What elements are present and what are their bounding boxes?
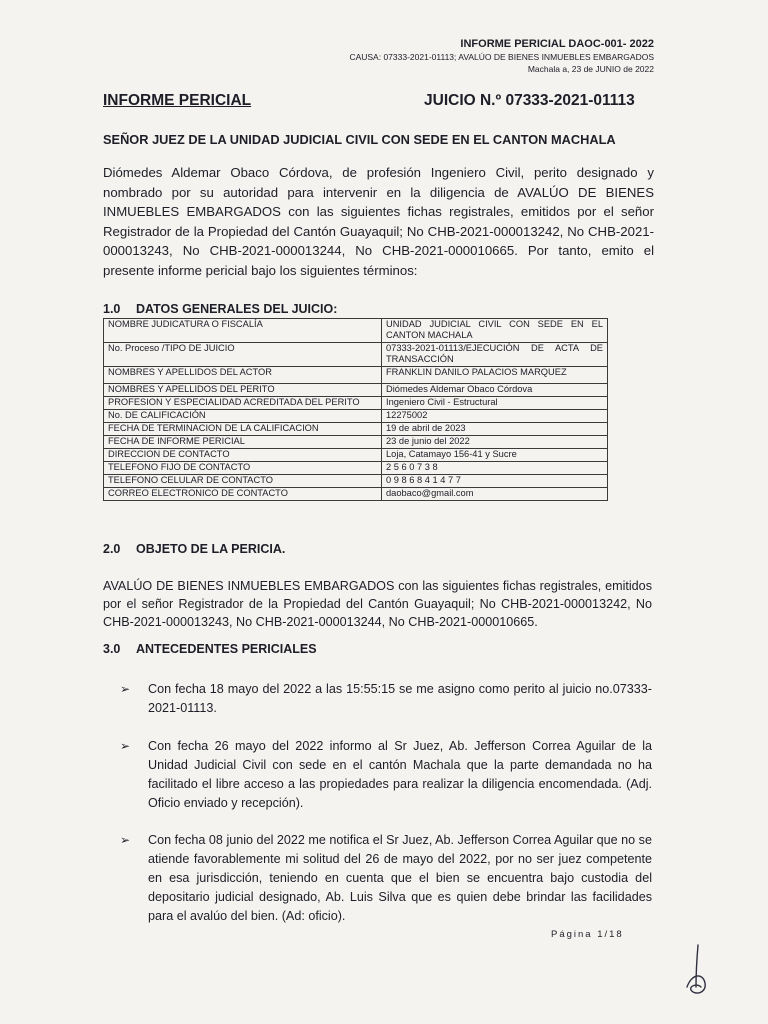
- table-row: [104, 410, 608, 423]
- table-cell-label: FECHA DE TERMINACION DE LA CALIFICACION: [104, 423, 382, 436]
- arrow-bullet-icon: ➢: [120, 833, 131, 847]
- table-cell-label: FECHA DE INFORME PERICIAL: [104, 436, 382, 449]
- table-row: [104, 343, 608, 367]
- list-item-text: Con fecha 18 mayo del 2022 a las 15:55:15 se me asigno como perito al juicio no.07333-2021-01113.: [148, 682, 652, 715]
- list-item: [120, 831, 652, 926]
- handwritten-signature-icon: [684, 943, 708, 997]
- page-header: [349, 38, 654, 75]
- section-2-number: 2.0: [103, 542, 121, 556]
- section-1-heading: [103, 302, 337, 316]
- header-report-code: INFORME PERICIAL DAOC-001- 2022: [460, 38, 654, 50]
- table-cell-label: PROFESION Y ESPECIALIDAD ACREDITADA DEL PERITO: [104, 397, 382, 410]
- table-cell-value: 19 de abril de 2023: [382, 423, 608, 436]
- table-cell-label: DIRECCION DE CONTACTO: [104, 449, 382, 462]
- section-1-title: DATOS GENERALES DEL JUICIO:: [136, 302, 338, 316]
- header-cause: CAUSA: 07333-2021-01113; AVALÚO DE BIENES INMUEBLES EMBARGADOS: [349, 52, 654, 62]
- table-cell-label: CORREO ELECTRONICO DE CONTACTO: [104, 488, 382, 501]
- table-cell-value: 0 9 8 6 8 4 1 4 7 7: [382, 475, 608, 488]
- arrow-bullet-icon: ➢: [120, 739, 131, 753]
- table-cell-label: NOMBRES Y APELLIDOS DEL PERITO: [104, 384, 382, 397]
- table-cell-label: TELEFONO FIJO DE CONTACTO: [104, 462, 382, 475]
- table-cell-label: No. DE CALIFICACIÓN: [104, 410, 382, 423]
- list-item-text: Con fecha 08 junio del 2022 me notifica el Sr Juez, Ab. Jefferson Correa Aguilar que no se atiende favorablemente mi solitud del 26 de mayo del 2022, por no ser juez competente en esa jurisdicción, teniendo en cuenta que el bien se encuentra bajo custodia del depositario judicial designado, Ab. Luis Silva que es quien debe brindar las facilidades para el avalúo del bien. (Ad: oficio).: [148, 833, 652, 923]
- list-item: [120, 680, 652, 718]
- intro-paragraph: Diómedes Aldemar Obaco Córdova, de profesión Ingeniero Civil, perito designado y nombrado por su autoridad para intervenir en la diligencia de AVALÚO DE BIENES INMUEBLES EMBARGADOS con las siguientes fichas registrales, emitidos por el señor Registrador de la Propiedad del Cantón Guayaquil; No CHB-2021-000013242, No CHB-2021-000013243, No CHB-2021-000013244, No CHB-2021-000010665. Por tanto, emito el presente informe pericial bajo los siguientes términos:: [103, 165, 654, 278]
- case-number-title: JUICIO N.º 07333-2021-01113: [424, 92, 635, 109]
- table-cell-value: 12275002: [382, 410, 608, 423]
- table-cell-value: UNIDAD JUDICIAL CIVIL CON SEDE EN EL CANTON MACHALA: [382, 319, 608, 343]
- table-row: [104, 367, 608, 384]
- table-row: [104, 462, 608, 475]
- list-item: [120, 737, 652, 813]
- table-cell-value: 07333-2021-01113/EJECUCIÓN DE ACTA DE TRANSACCIÓN: [382, 343, 608, 367]
- table-row: [104, 319, 608, 343]
- table-row: [104, 449, 608, 462]
- table-cell-value: Diómedes Aldemar Obaco Córdova: [382, 384, 608, 397]
- case-data-table: [103, 318, 608, 501]
- header-place-date: Machala a, 23 de JUNIO de 2022: [527, 64, 654, 74]
- table-cell-value: Loja, Catamayo 156-41 y Sucre: [382, 449, 608, 462]
- table-row: [104, 384, 608, 397]
- table-cell-value: 23 de junio del 2022: [382, 436, 608, 449]
- table-cell-label: NOMBRE JUDICATURA O FISCALÍA: [104, 319, 382, 343]
- arrow-bullet-icon: ➢: [120, 682, 131, 696]
- section-3-number: 3.0: [103, 642, 121, 656]
- section-1-number: 1.0: [103, 302, 121, 316]
- table-cell-label: NOMBRES Y APELLIDOS DEL ACTOR: [104, 367, 382, 384]
- section-3-title: ANTECEDENTES PERICIALES: [136, 642, 317, 656]
- table-cell-value: FRANKLIN DANILO PALACIOS MARQUEZ: [382, 367, 608, 384]
- page-number: Página 1/18: [551, 929, 624, 940]
- table-cell-label: TELEFONO CELULAR DE CONTACTO: [104, 475, 382, 488]
- addressee: SEÑOR JUEZ DE LA UNIDAD JUDICIAL CIVIL CON SEDE EN EL CANTON MACHALA: [103, 132, 616, 147]
- table-row: [104, 423, 608, 436]
- report-title: INFORME PERICIAL: [103, 92, 252, 109]
- section-2-heading: [103, 542, 285, 556]
- table-row: [104, 436, 608, 449]
- section-3-heading: [103, 642, 317, 656]
- table-cell-value: Ingeniero Civil - Estructural: [382, 397, 608, 410]
- table-row: [104, 488, 608, 501]
- section-2-title: OBJETO DE LA PERICIA.: [136, 542, 286, 556]
- table-cell-value: daobaco@gmail.com: [382, 488, 608, 501]
- section-2-paragraph: AVALÚO DE BIENES INMUEBLES EMBARGADOS con las siguientes fichas registrales, emitidos por el señor Registrador de la Propiedad del Cantón Guayaquil; No CHB-2021-000013242, No CHB-2021-000013243, No CHB-2021-000013244, No CHB-2021-000010665.: [103, 579, 652, 629]
- table-row: [104, 397, 608, 410]
- table-cell-label: No. Proceso /TIPO DE JUICIO: [104, 343, 382, 367]
- list-item-text: Con fecha 26 mayo del 2022 informo al Sr Juez, Ab. Jefferson Correa Aguilar de la Unidad Judicial Civil con sede en el cantón Machala que la parte demandada no ha facilitado el libre acceso a las propiedades para realizar la diligencia encomendada. (Adj. Oficio enviado y recepción).: [148, 739, 652, 810]
- table-row: [104, 475, 608, 488]
- table-cell-value: 2 5 6 0 7 3 8: [382, 462, 608, 475]
